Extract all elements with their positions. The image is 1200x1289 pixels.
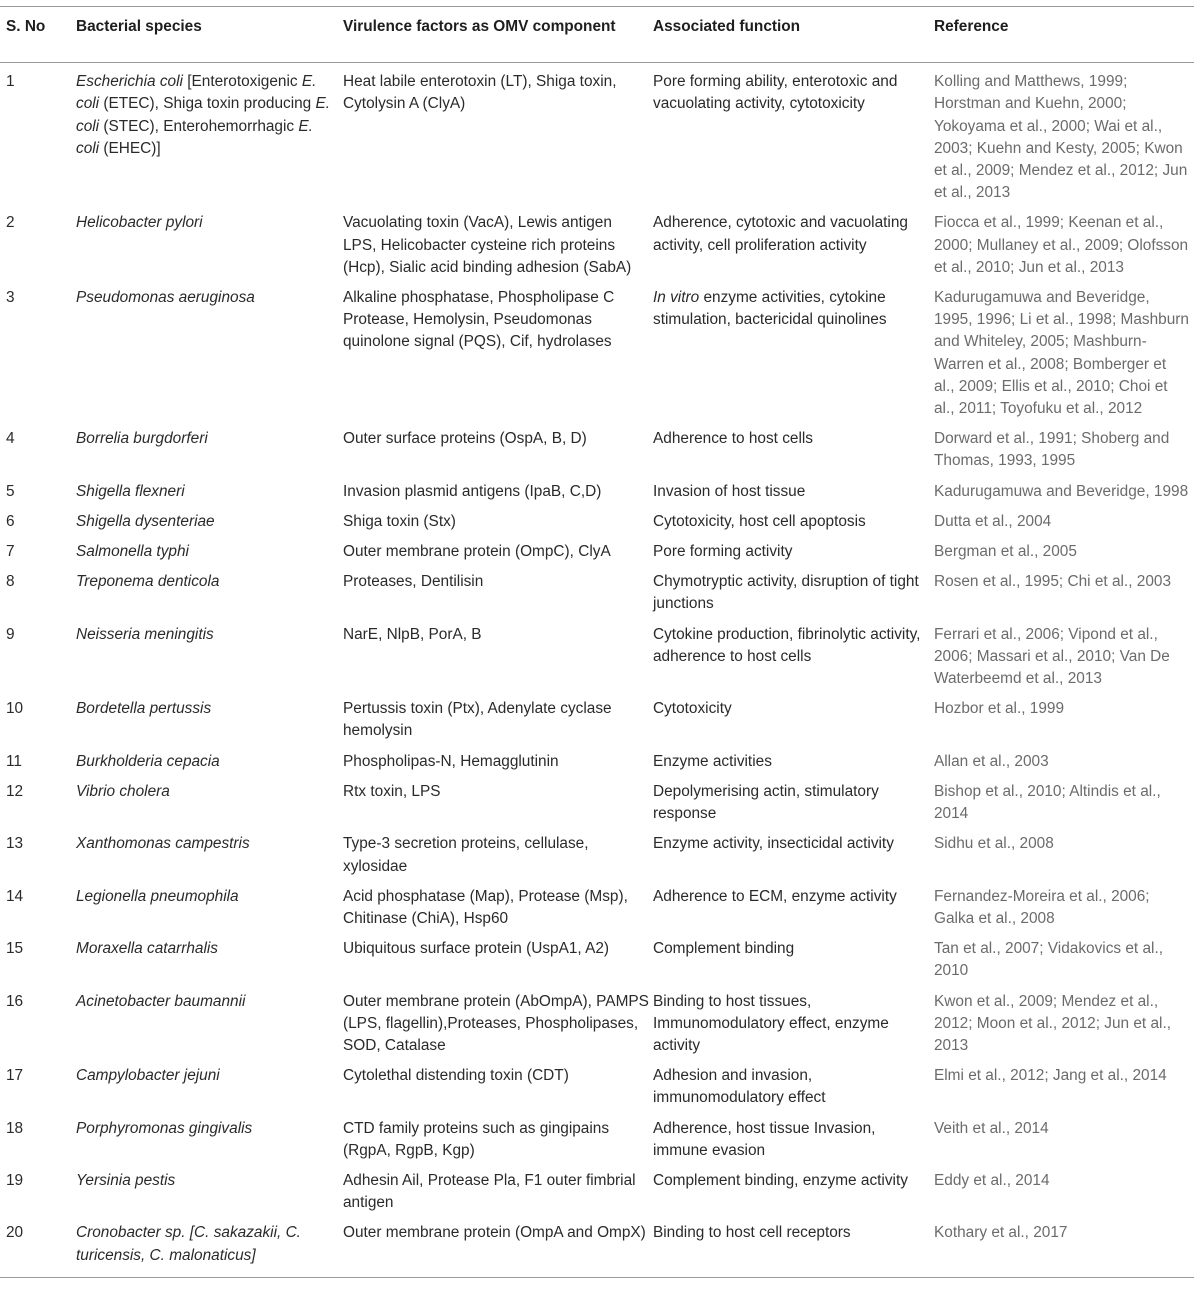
bacterial-species-cell	[76, 694, 343, 746]
reference-cell: Ferrari et al., 2006; Vipond et al., 2006; Massari et al., 2010; Van De Waterbeemd et al., 2013	[934, 625, 1170, 688]
associated-function-cell	[653, 208, 934, 283]
italic-text: E. coli	[76, 117, 313, 157]
virulence-factors-cell: Alkaline phosphatase, Phospholipase C Protease, Hemolysin, Pseudomonas quinolone signal (PQS), Cif, hydrolases	[343, 289, 615, 351]
text-run: Cytotoxicity, host cell apoptosis	[653, 512, 866, 530]
row-number: 1	[6, 73, 15, 91]
reference-cell: Hozbor et al., 1999	[934, 700, 1065, 718]
reference-cell: Tan et al., 2007; Vidakovics et al., 2010	[934, 940, 1164, 980]
italic-text: Helicobacter pylori	[76, 214, 203, 232]
virulence-factors-cell: Type-3 secretion proteins, cellulase, xylosidae	[343, 835, 589, 875]
virulence-factors-cell: Outer membrane protein (OmpA and OmpX)	[343, 1224, 646, 1242]
table-row	[0, 1061, 1194, 1113]
bacterial-species-cell	[76, 283, 343, 424]
header-sno: S. No	[6, 18, 46, 35]
header-factors: Virulence factors as OMV component	[343, 18, 616, 35]
bacterial-species-cell	[76, 1114, 343, 1166]
reference-cell: Kolling and Matthews, 1999; Horstman and Kuehn, 2000; Yokoyama et al., 2000; Wai et al., 2003; Kuehn and Kesty, 2005; Kwon et al., 2009; Mendez et al., 2012; Jun et al., 2013	[934, 73, 1188, 202]
row-number: 20	[6, 1224, 24, 1242]
text-run: (ETEC), Shiga toxin producing	[99, 95, 316, 113]
reference-cell: Fiocca et al., 1999; Keenan et al., 2000; Mullaney et al., 2009; Olofsson et al., 2010; Jun et al., 2013	[934, 214, 1189, 276]
virulence-factors-cell: Cytolethal distending toxin (CDT)	[343, 1067, 569, 1085]
header-function: Associated function	[653, 18, 801, 35]
bacterial-species-cell	[76, 620, 343, 695]
associated-function-cell	[653, 829, 934, 881]
associated-function-cell	[653, 1114, 934, 1166]
text-run: Adherence, cytotoxic and vacuolating activity, cell proliferation activity	[653, 214, 908, 254]
associated-function-cell	[653, 537, 934, 567]
associated-function-cell	[653, 882, 934, 934]
row-number: 11	[6, 752, 22, 770]
table-row	[0, 882, 1194, 934]
table-row	[0, 829, 1194, 881]
italic-text: In vitro	[653, 289, 700, 307]
virulence-factors-cell: Vacuolating toxin (VacA), Lewis antigen LPS, Helicobacter cysteine rich proteins (Hcp), Sialic acid binding adhesion (SabA)	[343, 214, 632, 276]
row-number: 16	[6, 992, 24, 1010]
associated-function-cell	[653, 424, 934, 476]
text-run: Adherence to host cells	[653, 430, 813, 448]
table-row	[0, 208, 1194, 283]
associated-function-cell	[653, 777, 934, 829]
virulence-factors-cell: Phospholipas-N, Hemagglutinin	[343, 752, 559, 770]
bacterial-species-cell	[76, 882, 343, 934]
reference-cell: Kwon et al., 2009; Mendez et al., 2012; Moon et al., 2012; Jun et al., 2013	[934, 992, 1172, 1054]
text-run: Adhesion and invasion, immunomodulatory effect	[653, 1067, 826, 1107]
virulence-factors-cell: Shiga toxin (Stx)	[343, 512, 456, 530]
row-number: 7	[6, 543, 15, 561]
row-number: 8	[6, 573, 15, 591]
row-number: 6	[6, 512, 15, 530]
italic-text: Xanthomonas campestris	[76, 835, 250, 853]
table-row	[0, 620, 1194, 695]
text-run: Invasion of host tissue	[653, 482, 806, 500]
italic-text: E. coli	[76, 95, 331, 135]
table-row	[0, 934, 1194, 986]
virulence-factors-cell: CTD family proteins such as gingipains (RgpA, RgpB, Kgp)	[343, 1119, 610, 1159]
text-run: Adherence to ECM, enzyme activity	[653, 887, 897, 905]
virulence-factors-cell: Outer membrane protein (OmpC), ClyA	[343, 543, 611, 561]
table-row	[0, 1166, 1194, 1218]
bacterial-species-cell	[76, 829, 343, 881]
reference-cell: Sidhu et al., 2008	[934, 835, 1054, 853]
reference-cell: Kadurugamuwa and Beveridge, 1995, 1996; Li et al., 1998; Mashburn and Whiteley, 2005; Mashburn-Warren et al., 2008; Bomberger et al., 2009; Ellis et al., 2010; Choi et al., 2011; Toyofuku et al., 2012	[934, 289, 1189, 418]
virulence-factors-cell: Outer membrane protein (AbOmpA), PAMPS (LPS, flagellin),Proteases, Phospholipases, SOD, Catalase	[343, 992, 649, 1054]
table-row	[0, 424, 1194, 476]
associated-function-cell	[653, 477, 934, 507]
virulence-factors-cell: Ubiquitous surface protein (UspA1, A2)	[343, 940, 610, 958]
text-run: (EHEC)]	[99, 139, 161, 157]
row-number: 5	[6, 482, 15, 500]
omv-virulence-table	[0, 6, 1194, 1278]
associated-function-cell	[653, 1061, 934, 1113]
bacterial-species-cell	[76, 987, 343, 1062]
reference-cell: Dorward et al., 1991; Shoberg and Thomas, 1993, 1995	[934, 430, 1170, 470]
reference-cell: Allan et al., 2003	[934, 752, 1049, 770]
reference-cell: Veith et al., 2014	[934, 1119, 1049, 1137]
virulence-factors-cell: Outer surface proteins (OspA, B, D)	[343, 430, 587, 448]
table-body	[0, 63, 1194, 1278]
bacterial-species-cell	[76, 537, 343, 567]
italic-text: Burkholderia cepacia	[76, 752, 220, 770]
italic-text: Pseudomonas aeruginosa	[76, 289, 255, 307]
text-run: [Enterotoxigenic	[182, 73, 302, 91]
reference-cell: Rosen et al., 1995; Chi et al., 2003	[934, 573, 1171, 591]
table-row	[0, 283, 1194, 424]
bacterial-species-cell	[76, 747, 343, 777]
italic-text: Porphyromonas gingivalis	[76, 1119, 253, 1137]
row-number: 3	[6, 289, 15, 307]
reference-cell: Kothary et al., 2017	[934, 1224, 1068, 1242]
row-number: 12	[6, 782, 24, 800]
italic-text: Shigella dysenteriae	[76, 512, 215, 530]
associated-function-cell	[653, 694, 934, 746]
bacterial-species-cell	[76, 777, 343, 829]
bacterial-species-cell	[76, 424, 343, 476]
italic-text: Cronobacter sp. [C. sakazakii, C. turicensis, C. malonaticus]	[76, 1224, 301, 1264]
reference-cell: Dutta et al., 2004	[934, 512, 1052, 530]
header-reference: Reference	[934, 18, 1009, 35]
associated-function-cell	[653, 987, 934, 1062]
table-row	[0, 63, 1194, 209]
text-run: Cytokine production, fibrinolytic activity, adherence to host cells	[653, 625, 921, 665]
virulence-factors-cell: NarE, NlpB, PorA, B	[343, 625, 482, 643]
bacterial-species-cell	[76, 1061, 343, 1113]
virulence-factors-cell: Invasion plasmid antigens (IpaB, C,D)	[343, 482, 602, 500]
row-number: 14	[6, 887, 24, 905]
virulence-factors-cell: Adhesin Ail, Protease Pla, F1 outer fimbrial antigen	[343, 1171, 636, 1212]
text-run: Binding to host cell receptors	[653, 1224, 851, 1242]
row-number: 17	[6, 1067, 24, 1085]
table-header	[0, 7, 1194, 63]
text-run: (STEC), Enterohemorrhagic	[99, 117, 299, 135]
reference-cell: Elmi et al., 2012; Jang et al., 2014	[934, 1067, 1167, 1085]
virulence-factors-cell: Heat labile enterotoxin (LT), Shiga toxin, Cytolysin A (ClyA)	[343, 73, 617, 113]
header-species: Bacterial species	[76, 18, 202, 35]
text-run: Complement binding	[653, 940, 795, 958]
header-row	[0, 7, 1194, 63]
table-row	[0, 477, 1194, 507]
associated-function-cell	[653, 1218, 934, 1277]
table-row	[0, 507, 1194, 537]
associated-function-cell	[653, 283, 934, 424]
row-number: 10	[6, 700, 24, 718]
bacterial-species-cell	[76, 1166, 343, 1218]
italic-text: Yersinia pestis	[76, 1171, 176, 1189]
table-row	[0, 777, 1194, 829]
bacterial-species-cell	[76, 477, 343, 507]
table-row	[0, 1114, 1194, 1166]
text-run: Adherence, host tissue Invasion, immune evasion	[653, 1119, 876, 1159]
bacterial-species-cell	[76, 63, 343, 209]
table-row	[0, 567, 1194, 619]
text-run: Depolymerising actin, stimulatory response	[653, 782, 879, 823]
associated-function-cell	[653, 63, 934, 209]
row-number: 19	[6, 1171, 24, 1189]
reference-cell: Kadurugamuwa and Beveridge, 1998	[934, 482, 1189, 500]
bacterial-species-cell	[76, 208, 343, 283]
italic-text: Borrelia burgdorferi	[76, 430, 208, 448]
table-row	[0, 747, 1194, 777]
italic-text: Bordetella pertussis	[76, 700, 212, 718]
associated-function-cell	[653, 934, 934, 986]
italic-text: Treponema denticola	[76, 573, 220, 591]
text-run: Chymotryptic activity, disruption of tight junctions	[653, 573, 919, 613]
table-row	[0, 537, 1194, 567]
italic-text: Escherichia coli	[76, 73, 183, 91]
associated-function-cell	[653, 507, 934, 537]
row-number: 18	[6, 1119, 24, 1137]
associated-function-cell	[653, 747, 934, 777]
text-run: Pore forming activity	[653, 543, 793, 561]
bacterial-species-cell	[76, 1218, 343, 1277]
table-row	[0, 1218, 1194, 1277]
text-run: Enzyme activity, insecticidal activity	[653, 835, 894, 853]
virulence-factors-cell: Rtx toxin, LPS	[343, 782, 441, 800]
italic-text: Vibrio cholera	[76, 782, 170, 800]
reference-cell: Eddy et al., 2014	[934, 1171, 1050, 1189]
italic-text: Neisseria meningitis	[76, 625, 214, 643]
bacterial-species-cell	[76, 567, 343, 619]
table-row	[0, 987, 1194, 1062]
italic-text: Legionella pneumophila	[76, 887, 239, 905]
reference-cell: Fernandez-Moreira et al., 2006; Galka et al., 2008	[934, 887, 1150, 927]
associated-function-cell	[653, 1166, 934, 1218]
italic-text: E. coli	[76, 73, 317, 113]
row-number: 9	[6, 625, 15, 643]
row-number: 13	[6, 835, 24, 853]
row-number: 2	[6, 214, 15, 232]
text-run: Cytotoxicity	[653, 700, 732, 718]
italic-text: Shigella flexneri	[76, 482, 185, 500]
reference-cell: Bergman et al., 2005	[934, 543, 1077, 561]
text-run: enzyme activities, cytokine stimulation, bactericidal quinolines	[653, 289, 887, 329]
italic-text: Acinetobacter baumannii	[76, 992, 246, 1010]
text-run: Pore forming ability, enterotoxic and vacuolating activity, cytotoxicity	[653, 73, 898, 113]
virulence-factors-cell: Pertussis toxin (Ptx), Adenylate cyclase hemolysin	[343, 700, 612, 740]
bacterial-species-cell	[76, 507, 343, 537]
italic-text: Salmonella typhi	[76, 543, 189, 561]
row-number: 15	[6, 940, 24, 958]
row-number: 4	[6, 430, 15, 448]
virulence-factors-cell: Proteases, Dentilisin	[343, 573, 484, 591]
bacterial-species-cell	[76, 934, 343, 986]
virulence-factors-cell: Acid phosphatase (Map), Protease (Msp), Chitinase (ChiA), Hsp60	[343, 887, 628, 927]
text-run: Binding to host tissues, Immunomodulatory effect, enzyme activity	[653, 992, 889, 1054]
text-run: Complement binding, enzyme activity	[653, 1171, 908, 1189]
associated-function-cell	[653, 567, 934, 619]
italic-text: Moraxella catarrhalis	[76, 940, 218, 958]
italic-text: Campylobacter jejuni	[76, 1067, 220, 1085]
table-row	[0, 694, 1194, 746]
reference-cell: Bishop et al., 2010; Altindis et al., 2014	[934, 782, 1161, 823]
associated-function-cell	[653, 620, 934, 695]
text-run: Enzyme activities	[653, 752, 772, 770]
